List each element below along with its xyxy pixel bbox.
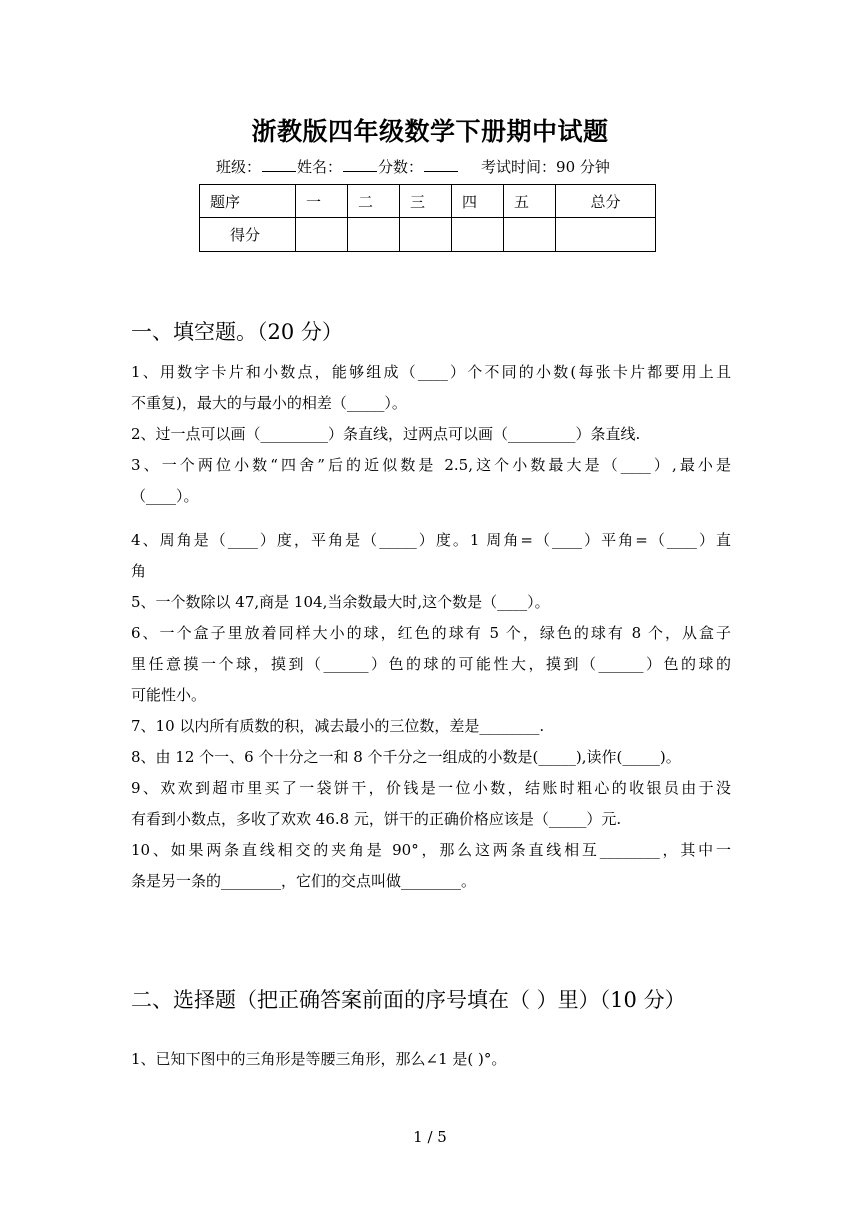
score-cell[interactable] [348,218,400,252]
class-label: 班级： [216,158,262,176]
question-7: 7、10 以内所有质数的积，减去最小的三位数，差是________. [131,717,545,735]
question-9-line-2: 有看到小数点，多收了欢欢 46.8 元，饼干的正确价格应该是（_____）元. [131,810,622,828]
question-5: 5、一个数除以 47,商是 104,当余数最大时,这个数是（____）。 [131,593,550,611]
question-8: 8、由 12 个一、6 个十分之一和 8 个千分之一组成的小数是(_____),读作(_____)。 [131,748,681,766]
time-label: 考试时间：90 分钟 [481,158,610,176]
score-table [199,184,656,252]
page-title: 浙教版四年级数学下册期中试题 [251,117,609,146]
question-10-line-2: 条是另一条的________，它们的交点叫做________。 [131,872,477,890]
score-label: 分数： [378,158,424,176]
question-2: 2、过一点可以画（_________）条直线，过两点可以画（_________）条直线. [131,425,641,443]
score-row-label: 得分 [200,218,296,252]
score-cell[interactable] [556,218,656,252]
section-1-questions [131,357,731,512]
question-1-line-1: 1、用数字卡片和小数点，能够组成（____）个不同的小数(每张卡片都要用上且 [131,363,731,381]
name-label: 姓名： [297,158,343,176]
score-cell[interactable] [504,218,556,252]
score-table-header-cell: 题序 [200,185,296,218]
score-table-header-cell: 五 [504,185,556,218]
question-6-line-1: 6、一个盒子里放着同样大小的球，红色的球有 5 个，绿色的球有 8 个，从盒子 [131,624,731,642]
page-number: 1 / 5 [413,1128,447,1146]
class-blank [262,159,296,172]
question-10-line-1: 10、如果两条直线相交的夹角是 90°，那么这两条直线相互________，其中一 [131,841,731,859]
score-cell[interactable] [452,218,504,252]
student-info-line [216,156,610,177]
question-4-line-2: 角 [131,562,147,580]
score-cell[interactable] [400,218,452,252]
score-table-header-cell: 一 [296,185,348,218]
score-cell[interactable] [296,218,348,252]
score-blank [424,159,458,172]
question-6-line-3: 可能性小。 [131,686,207,704]
score-table-header-cell: 总分 [556,185,656,218]
section-2-question-1: 1、已知下图中的三角形是等腰三角形，那么∠1 是( )°。 [131,1050,507,1068]
question-6-line-2: 里任意摸一个球，摸到（______）色的球的可能性大，摸到（______）色的球的 [131,655,731,673]
question-9-line-1: 9、欢欢到超市里买了一袋饼干，价钱是一位小数，结账时粗心的收银员由于没 [131,779,731,797]
name-blank [343,159,377,172]
section-1-title: 一、填空题。（20 分） [131,320,343,344]
question-3-line-1: 3、一个两位小数“四舍”后的近似数是 2.5,这个小数最大是（____）,最小是 [131,456,731,474]
score-table-header-row [200,185,656,218]
section-2-title: 二、选择题（把正确答案前面的序号填在（ ）里）（10 分） [131,988,686,1012]
score-table-header-cell: 二 [348,185,400,218]
section-1-questions-cont [131,525,731,897]
question-1-line-2: 不重复)，最大的与最小的相差（_____）。 [131,394,407,412]
score-table-score-row [200,218,656,252]
score-table-header-cell: 四 [452,185,504,218]
question-4-line-1: 4、周角是（____）度，平角是（_____）度。1 周角=（____）平角=（____）直 [131,531,731,549]
question-3-line-2: （____）。 [131,487,199,505]
score-table-header-cell: 三 [400,185,452,218]
section-2-questions [131,1044,731,1075]
